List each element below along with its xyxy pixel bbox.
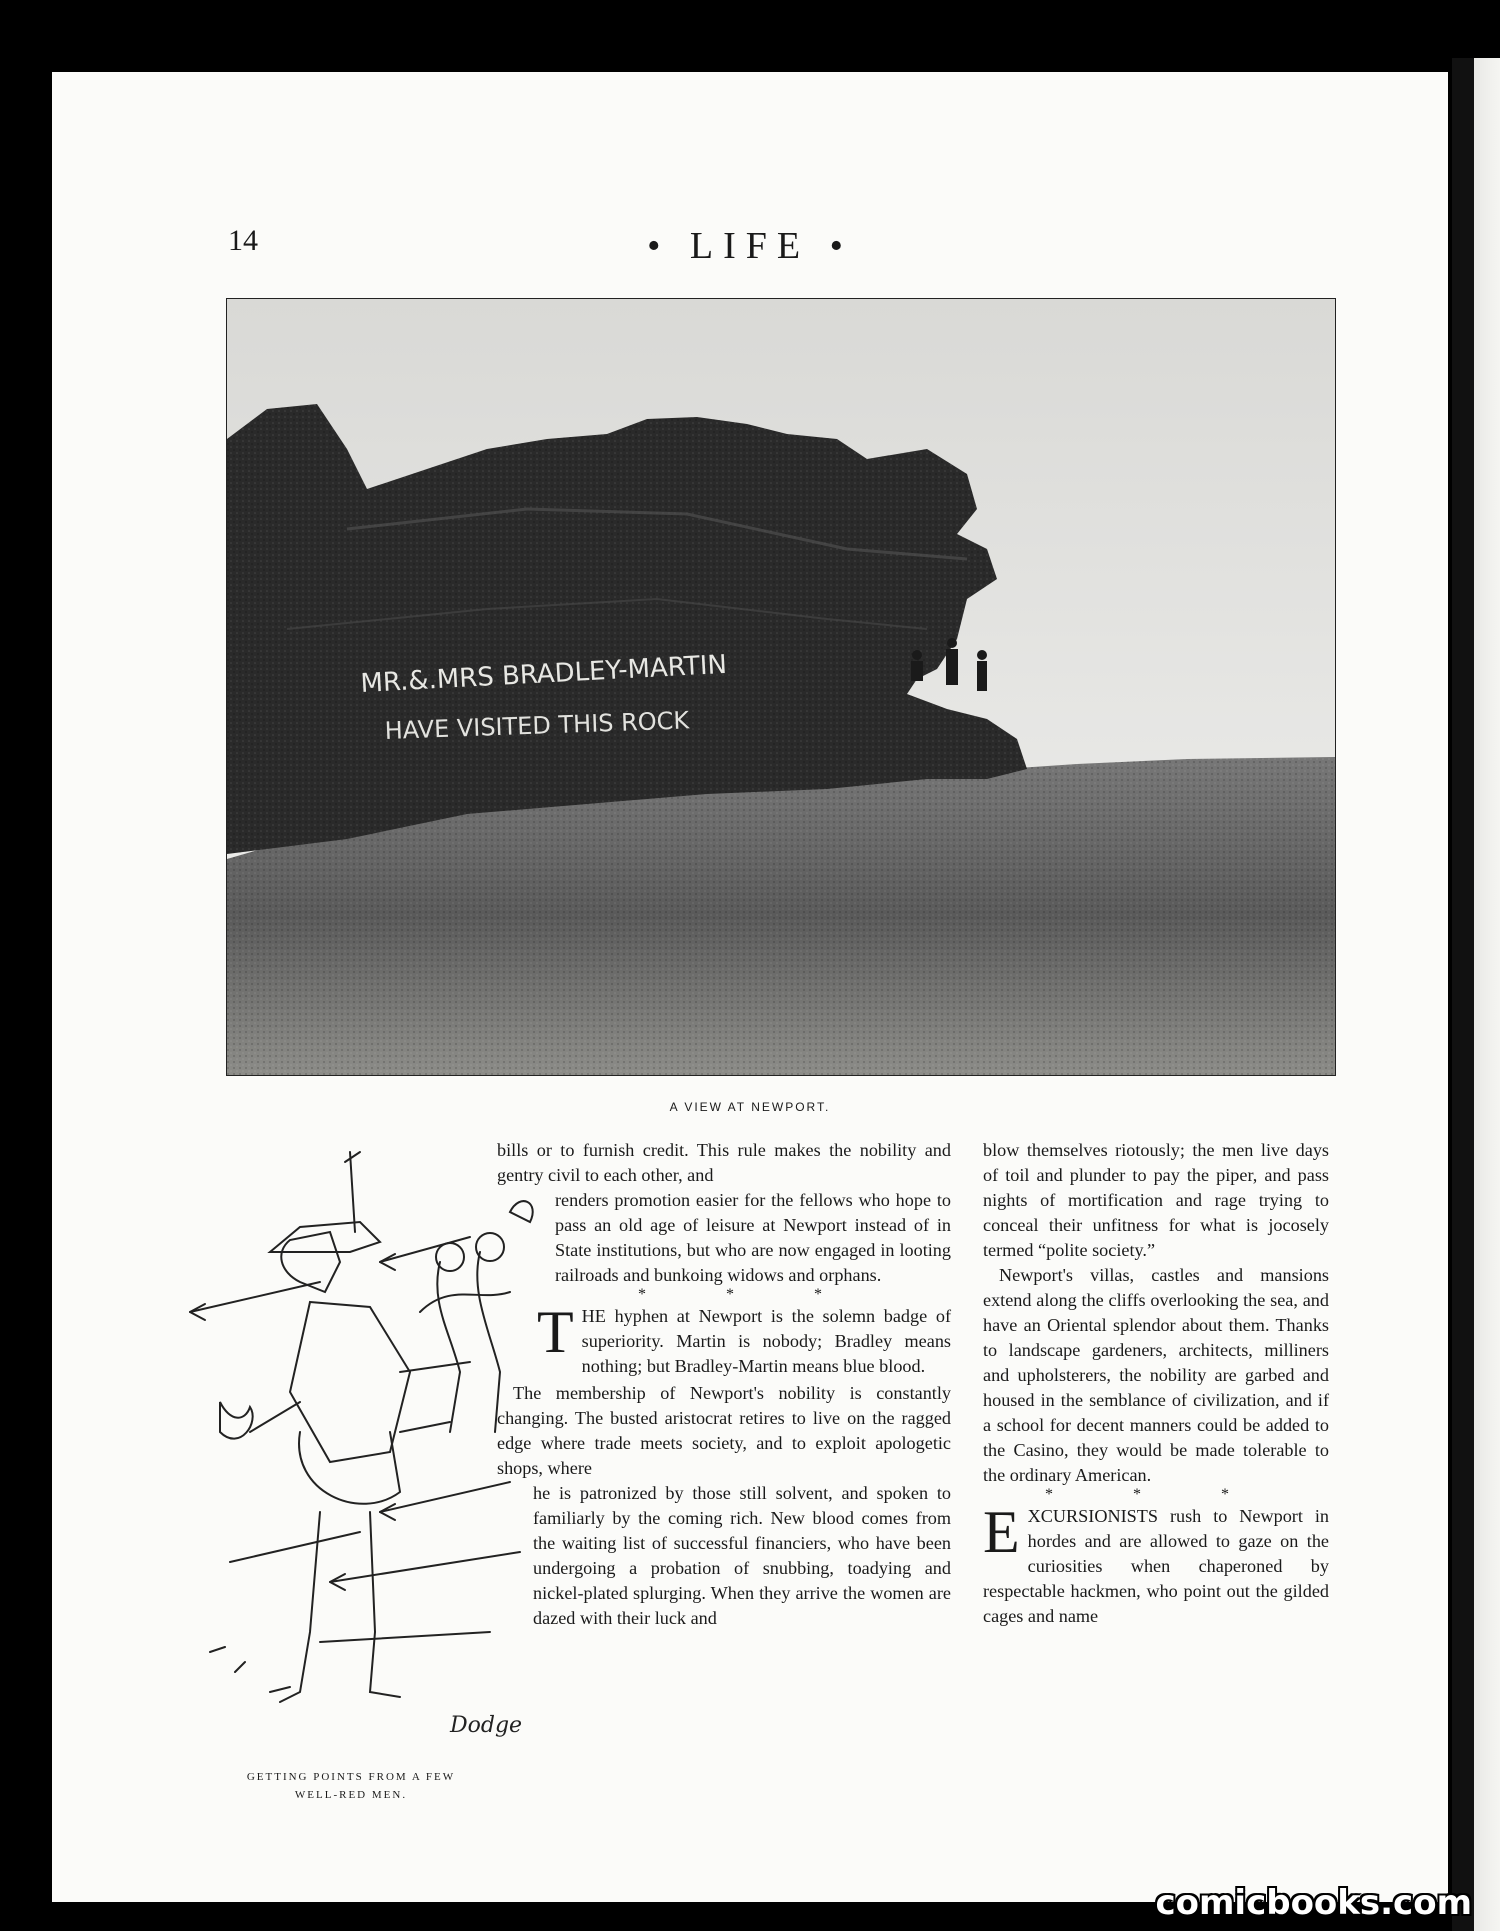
article-column-1: [497, 1138, 951, 1631]
rock-inscription-line1: MR.&.MRS BRADLEY-MARTIN: [359, 649, 728, 699]
artist-signature: Dodge: [450, 1713, 523, 1738]
col2-para1: blow themselves riotously; the men live days of toil and plunder to pay the piper, and pass nights of mortification and rage trying to conceal their unfitness for what is jocosely termed “polite society.”: [983, 1140, 1329, 1260]
watermark: comicbooks.com: [1155, 1883, 1472, 1923]
page-content: [52, 72, 1448, 1902]
col2-para2: Newport's villas, castles and mansions extend along the cliffs overlooking the sea, and have an Oriental splendor about them. Thanks to landscape gardeners, architects, milliners and upholsterers, the nobility are garbed and housed in the semblance of civilization, and if a school for decent manners could be added to the Casino, they would be made tolerable to the ordinary American.: [983, 1265, 1329, 1485]
section-break-1: * * *: [638, 1286, 860, 1303]
photo-caption: A VIEW AT NEWPORT.: [669, 1100, 831, 1114]
dropcap-e: E: [983, 1499, 1020, 1565]
section-break-2: * * *: [1045, 1486, 1267, 1503]
cartoon-caption-line1: GETTING POINTS FROM A FEW: [246, 1771, 456, 1783]
dropcap-t: T: [537, 1299, 574, 1365]
archer-figure-1: [437, 1262, 460, 1432]
article-column-2: [983, 1138, 1329, 1629]
scan-border-left: [0, 0, 52, 1931]
page-number: 14: [228, 224, 258, 257]
col1-para3: The membership of Newport's nobility is constantly changing. The busted aristocrat retires to live on the ragged edge where trade meets society, and to exploit apologetic shops, where: [497, 1383, 951, 1478]
col1-para3-indent: he is patronized by those still solvent, and spoken to familiarly by the coming rich. New blood comes from the waiting list of successful financiers, who have been undergoing a probation of snubbing, toadying and nickel-plated splurging. When they arrive the women are dazed with their luck and: [533, 1483, 951, 1628]
col2-para3: XCURSIONISTS rush to Newport in hordes and are allowed to gaze on the curiosities when chaperoned by respectable hackmen, who point out the gilded cages and name: [983, 1506, 1329, 1626]
figure-head: [281, 1232, 340, 1292]
col1-para1-full: bills or to furnish credit. This rule makes the nobility and gentry civil to each other, and: [497, 1140, 951, 1185]
cartoon-caption: [176, 1768, 526, 1804]
cartoon-caption-line2: WELL-RED MEN.: [294, 1789, 408, 1801]
masthead-title: • LIFE •: [647, 225, 853, 267]
next-page-edge: [1452, 58, 1500, 1931]
col1-para2: HE hyphen at Newport is the solemn badge of superiority. Martin is nobody; Bradley means nothing; but Bradley-Martin means blue blood.: [581, 1306, 951, 1376]
newport-rock-photo: [226, 298, 1336, 1076]
figure-hat-in-hand: [220, 1402, 253, 1439]
col1-para1-indent: renders promotion easier for the fellows who hope to pass an old age of leisure at Newport instead of in State institutions, but who are now engaged in looting railroads and bunkoing widows and orphans.: [555, 1190, 951, 1285]
figure-hat: [270, 1222, 380, 1252]
rock-inscription-line2: HAVE VISITED THIS ROCK: [384, 706, 690, 745]
